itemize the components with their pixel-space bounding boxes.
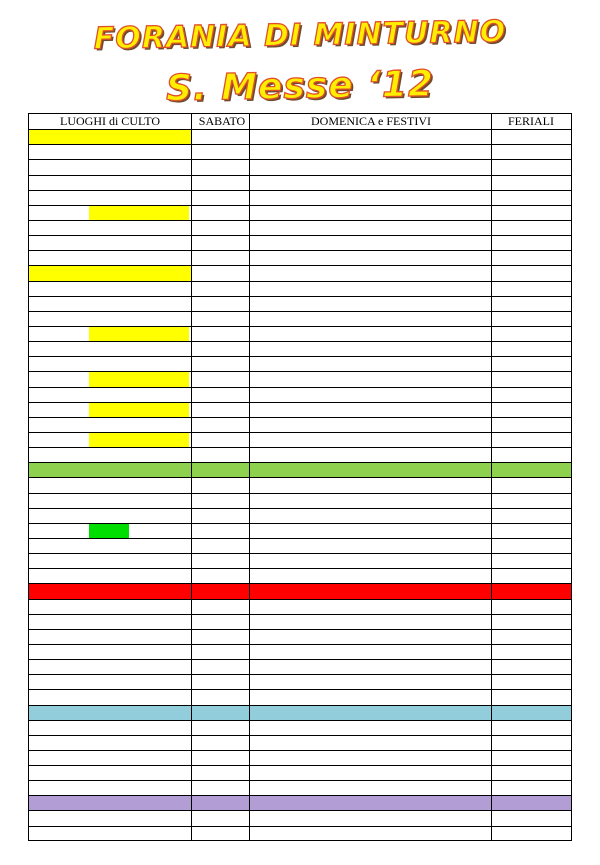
schedule-row [29, 810, 571, 825]
column-divider [491, 114, 492, 840]
schedule-row [29, 296, 571, 311]
section-fill [29, 584, 571, 598]
schedule-row [29, 356, 571, 371]
schedule-row [29, 614, 571, 629]
schedule-row [29, 553, 571, 568]
page-subtitle: S. Messe ‘12 [165, 63, 435, 110]
header-sabato: SABATO [198, 114, 246, 128]
header-domenica: DOMENICA e FESTIVI [311, 114, 431, 128]
schedule-row [29, 129, 571, 144]
header-luoghi: LUOGHI di CULTO [59, 114, 160, 128]
schedule-row [29, 250, 571, 265]
schedule-row [29, 583, 571, 598]
schedule-row [29, 371, 571, 386]
schedule-row [29, 477, 571, 492]
schedule-row [29, 705, 571, 720]
schedule-row [29, 432, 571, 447]
section-fill [29, 796, 571, 810]
table-header-row [29, 114, 571, 129]
schedule-row [29, 689, 571, 704]
schedule-row [29, 159, 571, 174]
column-divider [249, 114, 250, 840]
location-fill [89, 403, 189, 417]
schedule-row [29, 417, 571, 432]
schedule-row [29, 281, 571, 296]
schedule-row [29, 447, 571, 462]
mass-schedule-table [28, 113, 572, 841]
schedule-row [29, 568, 571, 583]
schedule-row [29, 629, 571, 644]
section-fill [29, 706, 571, 720]
schedule-row [29, 826, 571, 841]
header-feriali: FERIALI [508, 114, 554, 128]
column-divider [191, 114, 192, 840]
location-fill [89, 433, 189, 447]
schedule-row [29, 765, 571, 780]
suio-fill [89, 524, 129, 538]
schedule-row [29, 644, 571, 659]
schedule-row [29, 795, 571, 810]
schedule-row [29, 750, 571, 765]
schedule-row [29, 175, 571, 190]
schedule-row [29, 341, 571, 356]
schedule-row [29, 190, 571, 205]
schedule-row [29, 205, 571, 220]
section-fill [29, 463, 571, 477]
schedule-row [29, 462, 571, 477]
page-title: FORANIA DI MINTURNO [93, 14, 507, 57]
schedule-row [29, 599, 571, 614]
schedule-row [29, 265, 571, 280]
schedule-row [29, 780, 571, 795]
section-fill [29, 130, 191, 144]
schedule-row [29, 220, 571, 235]
location-fill [29, 266, 191, 280]
schedule-row [29, 144, 571, 159]
schedule-row [29, 311, 571, 326]
schedule-row [29, 538, 571, 553]
schedule-row [29, 387, 571, 402]
schedule-row [29, 674, 571, 689]
schedule-row [29, 235, 571, 250]
schedule-row [29, 735, 571, 750]
schedule-row [29, 326, 571, 341]
schedule-rows [29, 129, 571, 841]
schedule-row [29, 659, 571, 674]
schedule-row [29, 508, 571, 523]
location-fill [89, 372, 189, 386]
schedule-row [29, 402, 571, 417]
schedule-row [29, 523, 571, 538]
schedule-row [29, 493, 571, 508]
location-fill [89, 206, 189, 220]
schedule-row [29, 720, 571, 735]
location-fill [89, 327, 189, 341]
